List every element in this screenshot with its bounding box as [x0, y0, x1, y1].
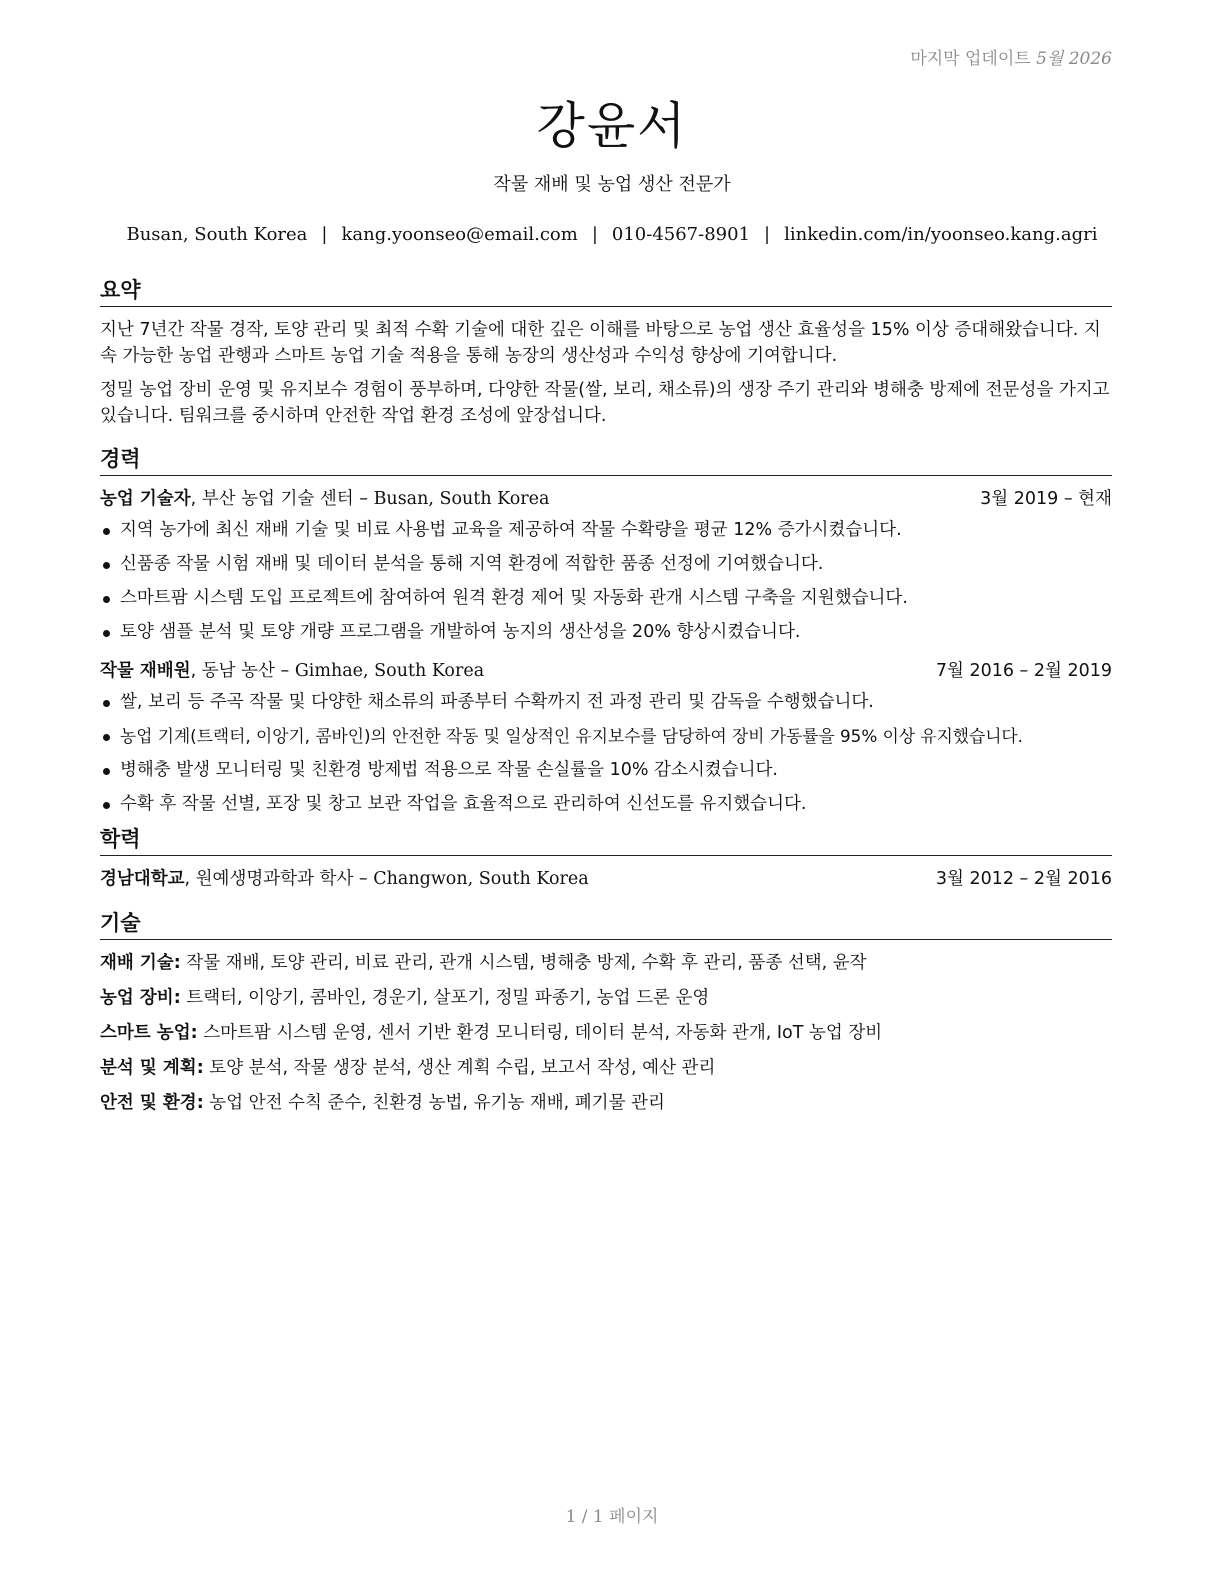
education-location: Changwon, South Korea	[373, 869, 589, 889]
candidate-name: 강윤서	[536, 97, 688, 155]
job-dates: 3월 2019 – 현재	[980, 489, 1112, 509]
skill-label: 분석 및 계획:	[100, 1058, 204, 1078]
resume-content	[100, 276, 1112, 1125]
last-updated	[910, 44, 1112, 69]
job-header	[100, 486, 1112, 513]
section-title: 경력	[100, 445, 1112, 476]
skill-row	[100, 985, 1112, 1012]
education-entry	[100, 866, 1112, 893]
skill-value: 토양 분석, 작물 생장 분석, 생산 계획 수립, 보고서 작성, 예산 관리	[209, 1058, 716, 1078]
summary-paragraph: 정밀 농업 장비 운영 및 유지보수 경험이 풍부하며, 다양한 작물(쌀, 보리, 채소류)의 생장 주기 관리와 병해충 방제에 전문성을 가지고 있습니다. 팀워크를 중시하며 안전한 작업 환경 조성에 앞장섭니다.	[100, 380, 1110, 426]
skill-row	[100, 1055, 1112, 1082]
skill-row	[100, 1090, 1112, 1117]
skill-row	[100, 1020, 1112, 1047]
contact-separator: |	[764, 224, 771, 245]
list-item: 병해충 발생 모니터링 및 친환경 방제법 적용으로 작물 손실률을 10% 감소시켰습니다.	[100, 757, 1112, 784]
summary-paragraph: 지난 7년간 작물 경작, 토양 관리 및 최적 수확 기술에 대한 깊은 이해를 바탕으로 농업 생산 효율성을 15% 이상 증대해왔습니다. 지속 가능한 농업 관행과 스마트 농업 기술 적용을 통해 농장의 생산성과 수익성 향상에 기여합니다.	[100, 320, 1101, 366]
skill-label: 재배 기술:	[100, 953, 181, 973]
skill-row	[100, 950, 1112, 977]
skill-label: 안전 및 환경:	[100, 1093, 204, 1113]
education-dates: 3월 2012 – 2월 2016	[935, 869, 1112, 889]
contact-phone: 010-4567-8901	[611, 224, 751, 245]
job-org: , 부산 농업 기술 센터 –	[190, 489, 374, 509]
list-item: 토양 샘플 분석 및 토양 개량 프로그램을 개발하여 농지의 생산성을 20% 향상시켰습니다.	[100, 619, 1112, 646]
list-item: 쌀, 보리 등 주곡 작물 및 다양한 채소류의 파종부터 수확까지 전 과정 관리 및 감독을 수행했습니다.	[100, 689, 1112, 716]
job-entry	[100, 486, 1112, 646]
skill-label: 스마트 농업:	[100, 1023, 198, 1043]
list-item: 신품종 작물 시험 재배 및 데이터 분석을 통해 지역 환경에 적합한 품종 선정에 기여했습니다.	[100, 551, 1112, 578]
section-title: 기술	[100, 909, 1112, 940]
job-location: Gimhae, South Korea	[294, 661, 485, 681]
contact-line	[0, 224, 1224, 245]
contact-location: Busan, South Korea	[126, 224, 308, 245]
list-item: 스마트팜 시스템 도입 프로젝트에 참여하여 원격 환경 제어 및 자동화 관개 시스템 구축을 지원했습니다.	[100, 585, 1112, 612]
job-bullets	[100, 689, 1112, 818]
job-role: 농업 기술자	[100, 489, 191, 509]
education-degree: , 원예생명과학과 학사 –	[184, 869, 374, 889]
last-updated-label: 마지막 업데이트	[910, 49, 1031, 69]
last-updated-date: 5월 2026	[1036, 49, 1112, 69]
skill-label: 농업 장비:	[100, 988, 181, 1008]
education-school: 경남대학교	[100, 869, 185, 889]
section-title: 요약	[100, 276, 1112, 307]
contact-linkedin[interactable]: linkedin.com/in/yoonseo.kang.agri	[784, 224, 1098, 245]
job-dates: 7월 2016 – 2월 2019	[935, 661, 1112, 681]
candidate-headline: 작물 재배 및 농업 생산 전문가	[493, 174, 731, 195]
job-org: , 동남 농산 –	[190, 661, 295, 681]
skill-value: 농업 안전 수칙 준수, 친환경 농법, 유기농 재배, 폐기물 관리	[209, 1093, 665, 1113]
page-indicator: 1 / 1 페이지	[565, 1507, 659, 1527]
list-item: 수확 후 작물 선별, 포장 및 창고 보관 작업을 효율적으로 관리하여 신선도를 유지했습니다.	[100, 791, 1112, 818]
experience-section	[100, 445, 1112, 818]
job-location: Busan, South Korea	[373, 489, 550, 509]
skill-value: 스마트팜 시스템 운영, 센서 기반 환경 모니터링, 데이터 분석, 자동화 관개, IoT 농업 장비	[203, 1023, 883, 1043]
skill-value: 트랙터, 이앙기, 콤바인, 경운기, 살포기, 정밀 파종기, 농업 드론 운영	[186, 988, 710, 1008]
job-bullets	[100, 517, 1112, 646]
contact-email[interactable]: kang.yoonseo@email.com	[341, 224, 578, 245]
section-title: 학력	[100, 825, 1112, 856]
summary-section	[100, 276, 1112, 429]
skill-value: 작물 재배, 토양 관리, 비료 관리, 관개 시스템, 병해충 방제, 수확 후 관리, 품종 선택, 윤작	[186, 953, 867, 973]
job-entry	[100, 658, 1112, 818]
education-section	[100, 825, 1112, 893]
job-role: 작물 재배원	[100, 661, 191, 681]
contact-separator: |	[321, 224, 328, 245]
skills-section	[100, 909, 1112, 1117]
list-item: 농업 기계(트랙터, 이앙기, 콤바인)의 안전한 작동 및 일상적인 유지보수를 담당하여 장비 가동률을 95% 이상 유지했습니다.	[100, 723, 1112, 750]
contact-separator: |	[591, 224, 598, 245]
job-header	[100, 658, 1112, 685]
list-item: 지역 농가에 최신 재배 기술 및 비료 사용법 교육을 제공하여 작물 수확량을 평균 12% 증가시켰습니다.	[100, 517, 1112, 544]
